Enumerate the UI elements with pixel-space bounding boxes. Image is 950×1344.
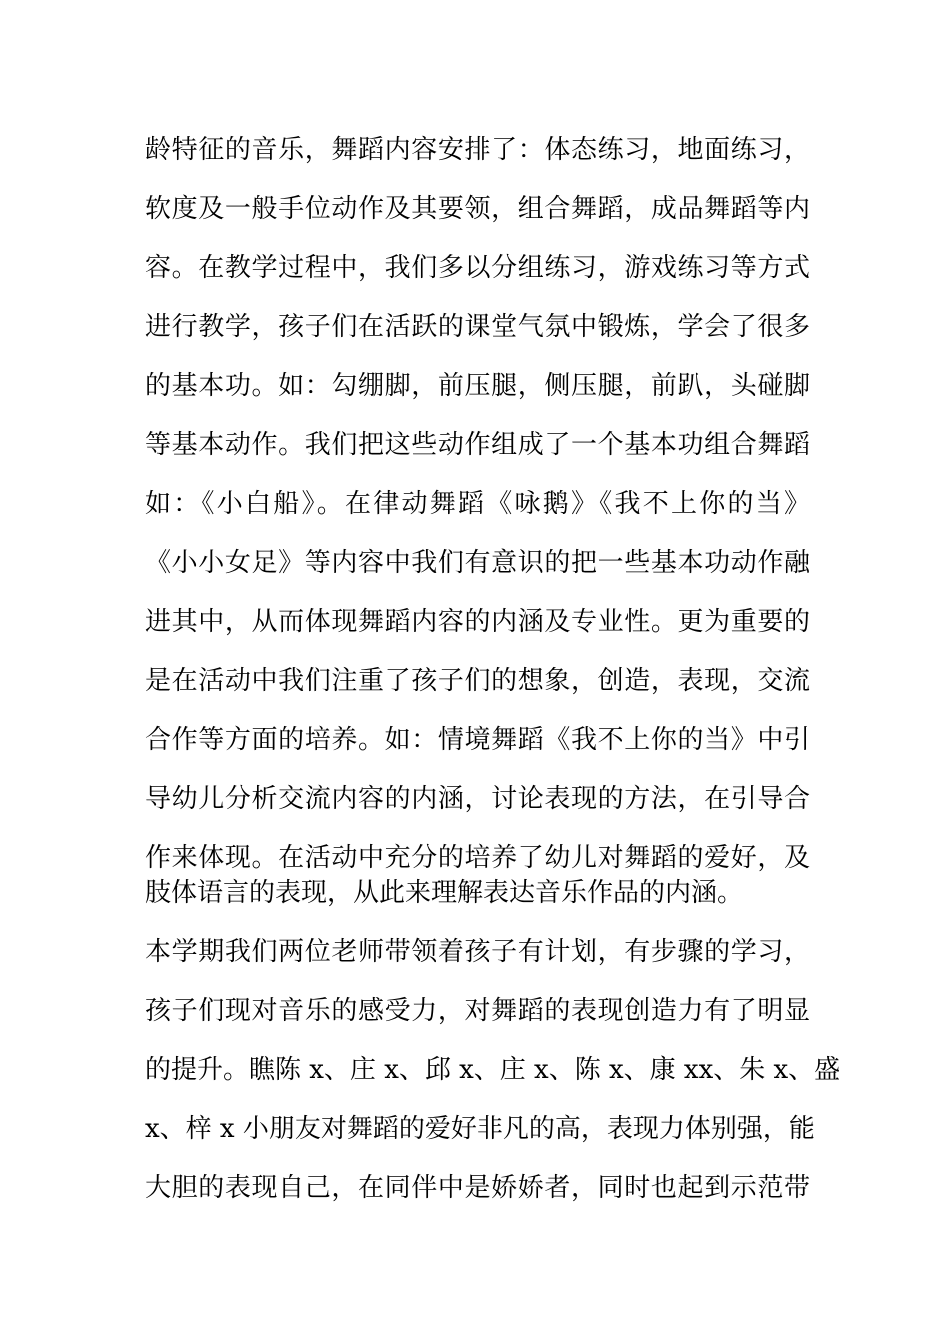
paragraph-line: 容。在教学过程中，我们多以分组练习，游戏练习等方式 [145,253,810,283]
paragraph-line: 龄特征的音乐，舞蹈内容安排了：体态练习，地面练习， [145,135,810,165]
paragraph-line: 肢体语言的表现，从此来理解表达音乐作品的内涵。 [145,878,744,908]
paragraph-line: 如：《小白船》。在律动舞蹈《咏鹅》《我不上你的当》 [145,489,810,519]
paragraph-line: 的提升。瞧陈 x、庄 x、邱 x、庄 x、陈 x、康 xx、朱 x、盛 [145,1055,841,1085]
paragraph-line: 大胆的表现自己，在同伴中是娇娇者，同时也起到示范带 [145,1173,810,1203]
paragraph-line: 软度及一般手位动作及其要领，组合舞蹈，成品舞蹈等内 [145,194,810,224]
paragraph-line: 等基本动作。我们把这些动作组成了一个基本功组合舞蹈 [145,430,810,460]
paragraph-line: 的基本功。如：勾绷脚，前压腿，侧压腿，前趴，头碰脚 [145,371,810,401]
paragraph-line: x、梓 x 小朋友对舞蹈的爱好非凡的高，表现力体别强，能 [145,1114,815,1144]
paragraph-line: 孩子们现对音乐的感受力，对舞蹈的表现创造力有了明显 [145,996,810,1026]
paragraph-line: 进其中，从而体现舞蹈内容的内涵及专业性。更为重要的 [145,607,810,637]
paragraph-line: 本学期我们两位老师带领着孩子有计划，有步骤的学习， [145,937,810,967]
paragraph-line: 导幼儿分析交流内容的内涵，讨论表现的方法，在引导合 [145,784,810,814]
paragraph-line: 进行教学，孩子们在活跃的课堂气氛中锻炼，学会了很多 [145,312,810,342]
paragraph-line: 是在活动中我们注重了孩子们的想象，创造，表现，交流 [145,666,810,696]
paragraph-line: 合作等方面的培养。如：情境舞蹈《我不上你的当》中引 [145,725,810,755]
paragraph-line: 《小小女足》等内容中我们有意识的把一些基本功动作融 [145,548,810,578]
paragraph-line: 作来体现。在活动中充分的培养了幼儿对舞蹈的爱好，及 [145,843,810,873]
